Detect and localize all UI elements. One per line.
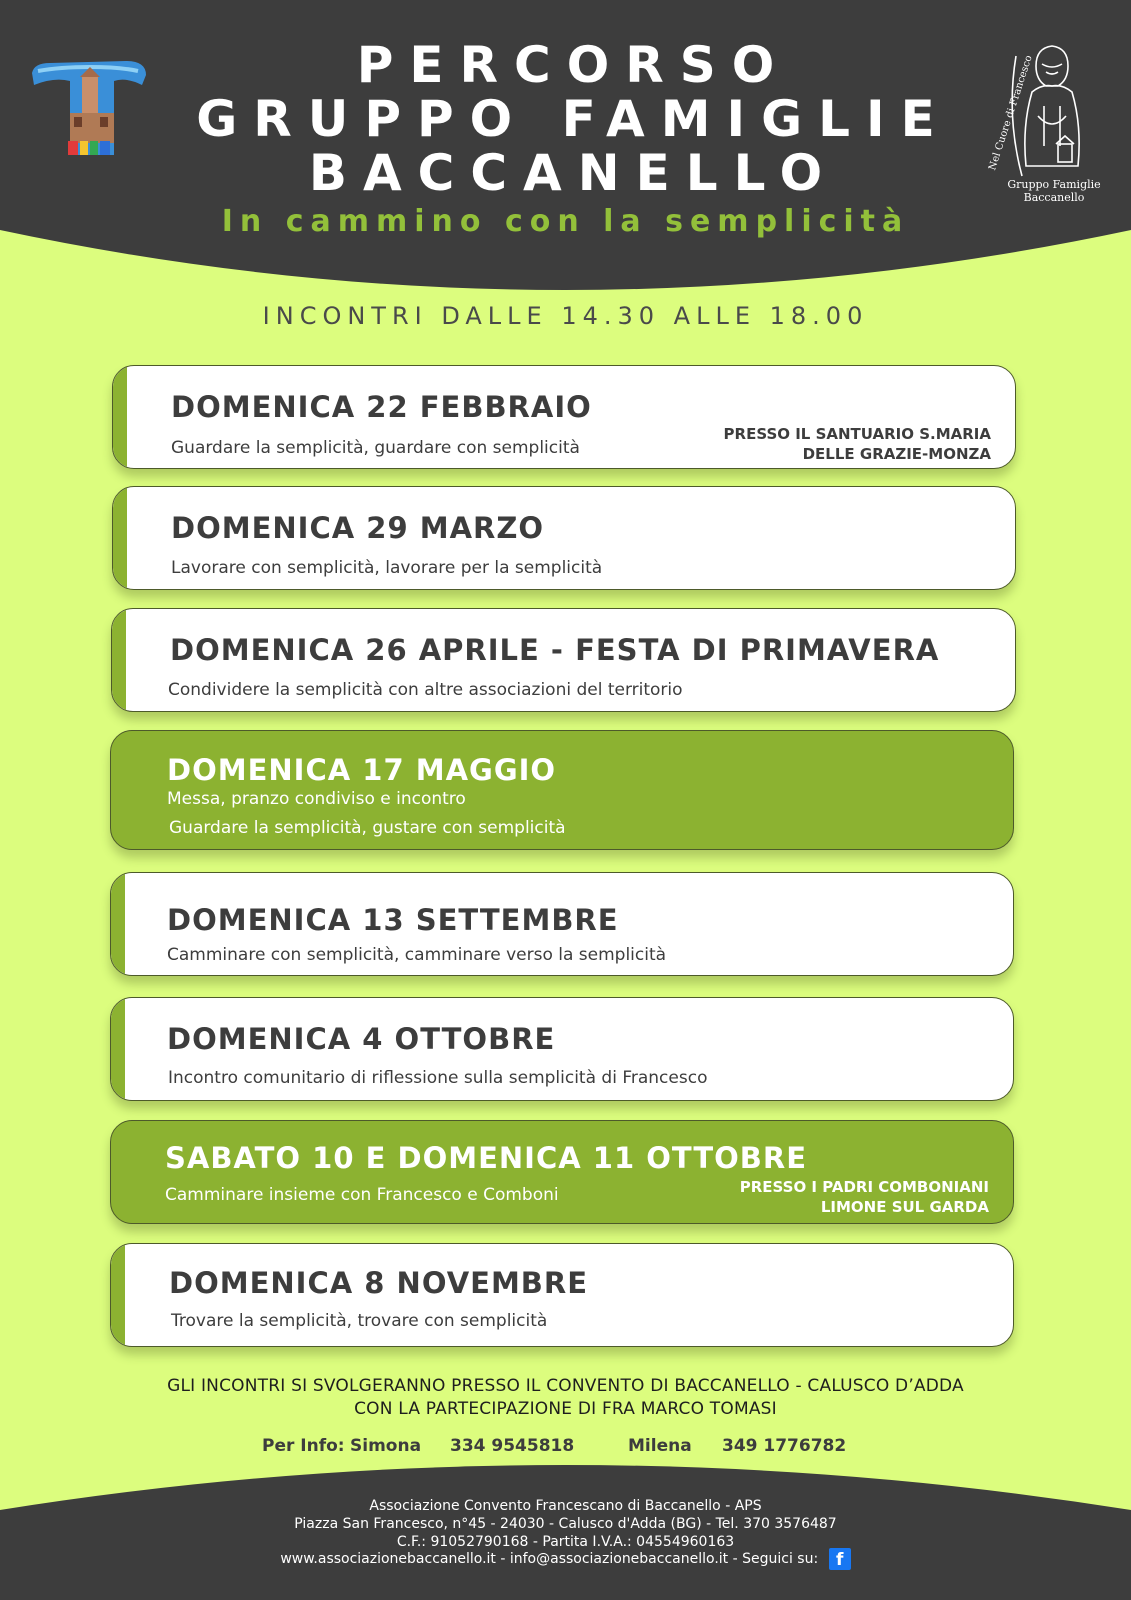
friar-logo-caption-line2: Baccanello [1023,191,1085,204]
contact-phone-simona[interactable]: 334 9545818 [450,1436,575,1456]
venue-note-line2: CON LA PARTECIPAZIONE DI FRA MARCO TOMASI [354,1399,777,1419]
friar-logo-caption-line1: Gruppo Famiglie [1007,178,1101,191]
footer-links-text[interactable]: www.associazionebaccanello.it - info@associazionebaccanello.it - Seguici su: [280,1551,819,1567]
event-card-feb22 [112,365,1016,469]
event-title: DOMENICA 4 OTTOBRE [167,1022,556,1056]
contact-name-simona: Simona [350,1436,422,1456]
title-line-1: PERCORSO [356,36,791,94]
event-title: DOMENICA 8 NOVEMBRE [169,1266,589,1300]
event-card-oct4 [110,997,1014,1101]
event-card-mar29 [112,486,1016,590]
contacts-row [0,1436,1131,1460]
footer-tax-ids: C.F.: 91052790168 - Partita I.V.A.: 04554960163 [396,1534,735,1550]
footer-association: Associazione Convento Francescano di Baccanello - APS [369,1498,762,1514]
friar-logo-arc-text: Nel Cuore di Francesco [987,54,1035,172]
event-card-nov8 [110,1243,1014,1347]
event-description-line1: Messa, pranzo condiviso e incontro [167,789,466,809]
event-location [724,424,991,464]
event-card-sep13 [110,872,1014,976]
event-title: DOMENICA 29 MARZO [171,511,545,545]
event-description: Incontro comunitario di riflessione sulla semplicità di Francesco [168,1068,708,1088]
title-line-2: GRUPPO FAMIGLIE [196,90,951,148]
footer-web-email [0,1548,1131,1570]
event-location-line2: DELLE GRAZIE-MONZA [802,445,991,463]
footer-address: Piazza San Francesco, n°45 - 24030 - Calusco d'Adda (BG) - Tel. 370 3576487 [294,1516,837,1532]
event-title: SABATO 10 E DOMENICA 11 OTTOBRE [165,1141,808,1175]
event-title: DOMENICA 13 SETTEMBRE [167,903,619,937]
event-card-oct10-11 [110,1120,1014,1224]
event-description: Guardare la semplicità, guardare con semplicità [171,438,580,458]
event-description: Condividere la semplicità con altre associazioni del territorio [168,680,683,700]
contacts-label: Per Info: [262,1436,345,1456]
title-line-3: BACCANELLO [308,144,839,202]
event-location-line1: PRESSO IL SANTUARIO S.MARIA [723,425,991,443]
event-card-may17 [110,730,1014,850]
venue-note-line1: GLI INCONTRI SI SVOLGERANNO PRESSO IL CONVENTO DI BACCANELLO - CALUSCO D’ADDA [167,1376,964,1396]
event-location-line2: LIMONE SUL GARDA [820,1198,989,1216]
meeting-hours: INCONTRI DALLE 14.30 ALLE 18.00 [262,302,869,330]
event-description: Camminare insieme con Francesco e Comboni [165,1185,559,1205]
event-title: DOMENICA 26 APRILE - FESTA DI PRIMAVERA [170,633,940,667]
event-title: DOMENICA 22 FEBBRAIO [171,390,592,424]
event-description: Trovare la semplicità, trovare con semplicità [171,1311,548,1331]
contact-phone-milena[interactable]: 349 1776782 [722,1436,847,1456]
event-location-line1: PRESSO I PADRI COMBONIANI [739,1178,989,1196]
facebook-icon[interactable]: f [829,1548,851,1570]
event-location [740,1177,989,1217]
event-description: Camminare con semplicità, camminare verso la semplicità [167,945,667,965]
event-description: Lavorare con semplicità, lavorare per la semplicità [171,558,603,578]
subtitle: In cammino con la semplicità [221,204,910,239]
event-title: DOMENICA 17 MAGGIO [167,753,557,787]
event-description-line2: Guardare la semplicità, gustare con semplicità [169,818,566,838]
event-card-apr26 [111,608,1016,712]
contact-name-milena: Milena [628,1436,692,1456]
